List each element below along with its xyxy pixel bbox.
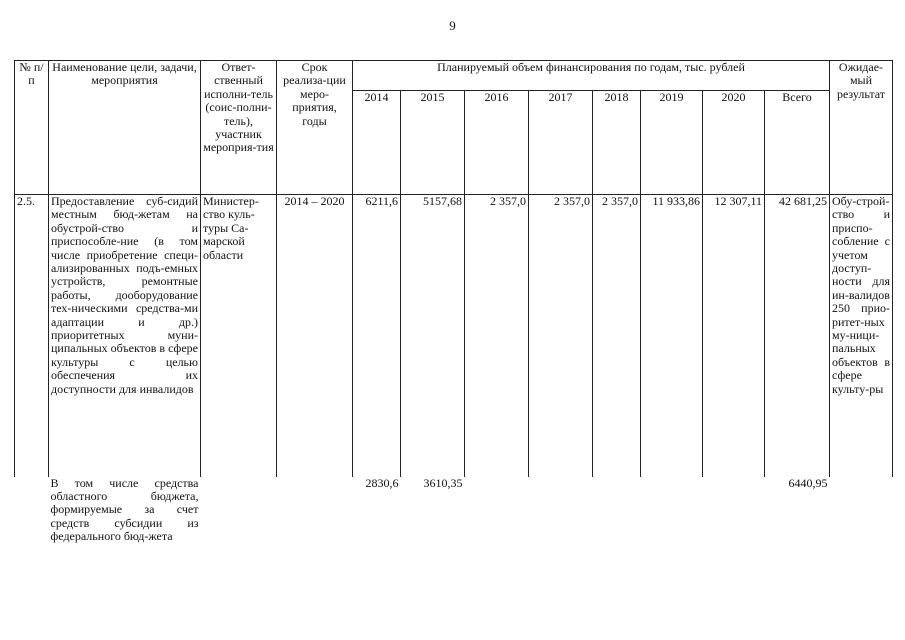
row-period: 2014 – 2020 <box>277 195 353 477</box>
row-executor: Министер-ство куль-туры Са-марской области <box>201 195 277 477</box>
row-value-2019 <box>641 477 703 567</box>
row-name: Предоставление суб-сидий местным бюд-жетам на обустрой-ство и приспособле-ние (в том числе приобретение специ-ализированных подъ-емных устройств, ремонтные работы, дооборудование тех-ническими средства-ми адаптации и др.) приоритетных муни-ципальных объектов в сфере культуры с целью обеспечения их доступности для инвалидов <box>49 195 201 477</box>
header-year-2014: 2014 <box>353 91 401 195</box>
header-year-2017: 2017 <box>529 91 593 195</box>
row-num: 2.5. <box>15 195 49 477</box>
row-value-2020: 12 307,11 <box>703 195 765 477</box>
header-year-2019: 2019 <box>641 91 703 195</box>
header-total: Всего <box>765 91 830 195</box>
row-result: Обу-строй-ство и приспо-собление с учетом доступ-ности для ин-валидов 250 прио-ритет-ных му-ници-пальных объектов в сфере культу-ры <box>830 195 893 477</box>
header-num: № п/п <box>15 61 49 195</box>
header-year-2015: 2015 <box>401 91 465 195</box>
row-value-2019: 11 933,86 <box>641 195 703 477</box>
row-value-2018: 2 357,0 <box>593 195 641 477</box>
row-value-2018 <box>593 477 641 567</box>
row-period <box>277 477 353 567</box>
row-name: В том числе средства областного бюджета, формируемые за счет средств субсидии из федерального бюд-жета <box>50 475 199 544</box>
financing-table <box>14 60 893 567</box>
row-value-2016 <box>465 477 529 567</box>
row-value-2017: 2 357,0 <box>529 195 593 477</box>
row-executor <box>201 477 277 567</box>
header-year-2018: 2018 <box>593 91 641 195</box>
row-value-2016: 2 357,0 <box>465 195 529 477</box>
header-period: Срок реализа-ции меро-приятия, годы <box>277 61 353 195</box>
header-name: Наименование цели, задачи, мероприятия <box>49 61 201 195</box>
row-value-2015: 3610,35 <box>423 475 463 490</box>
table-row <box>15 195 893 477</box>
row-value-2015: 5157,68 <box>401 195 465 477</box>
row-value-total: 42 681,25 <box>765 195 830 477</box>
row-num <box>15 477 49 567</box>
table-row <box>15 477 893 567</box>
row-value-2020 <box>703 477 765 567</box>
row-value-2014: 2830,6 <box>365 475 399 490</box>
header-year-2020: 2020 <box>703 91 765 195</box>
header-result: Ожидае-мый результат <box>830 61 893 195</box>
row-value-2014: 6211,6 <box>353 195 401 477</box>
header-financing: Планируемый объем финансирования по годам, тыс. рублей <box>353 61 830 91</box>
page-number: 9 <box>449 18 456 33</box>
row-value-2017 <box>529 477 593 567</box>
header-executor: Ответ-ственный исполни-тель (соис-полни-тель), участник мероприя-тия <box>201 61 277 195</box>
header-year-2016: 2016 <box>465 91 529 195</box>
row-value-total: 6440,95 <box>788 475 828 490</box>
row-result <box>830 477 893 567</box>
